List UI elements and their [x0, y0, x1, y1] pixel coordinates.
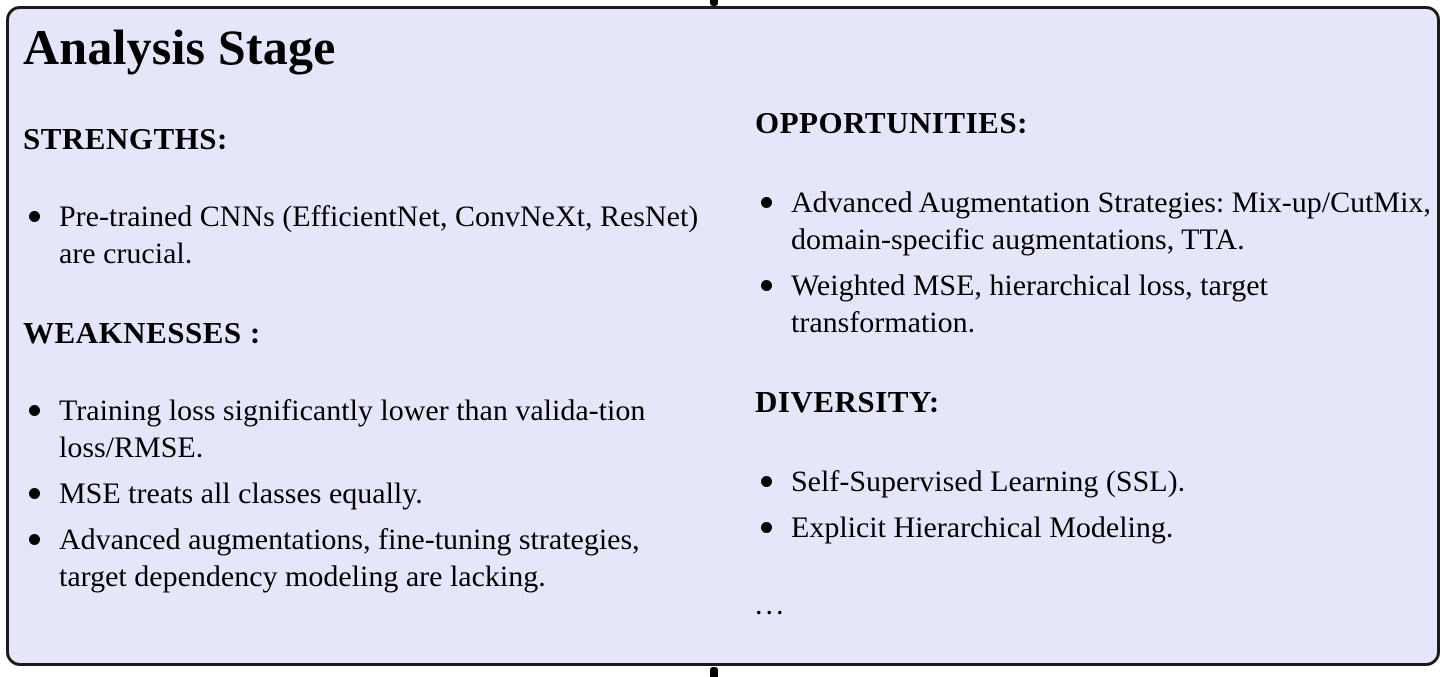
- opportunity-item-text: Advanced Augmentation Strategies: Mix-up/CutMix, domain-specific augmentations, TTA.: [791, 186, 1431, 256]
- diversity-item-text: Self-Supervised Learning (SSL).: [791, 465, 1186, 498]
- weakness-item-text: MSE treats all classes equally.: [59, 477, 423, 510]
- opportunity-item: [755, 267, 1391, 341]
- right-column: [755, 105, 1445, 623]
- opportunity-item-text: Weighted MSE, hierarchical loss, target transformation.: [791, 269, 1268, 339]
- bullet-icon: [761, 476, 772, 487]
- weakness-item: [23, 392, 699, 466]
- diversity-item: [755, 463, 1441, 500]
- bottom-connector-line: [710, 667, 718, 677]
- diversity-list: [755, 463, 1445, 546]
- weakness-item: [23, 521, 699, 595]
- continuation-ellipsis: ...: [755, 588, 787, 621]
- diversity-heading: DIVERSITY:: [755, 384, 940, 419]
- strengths-heading: STRENGTHS:: [23, 121, 228, 156]
- left-column: [23, 121, 713, 595]
- diversity-item: [755, 509, 1441, 546]
- bullet-icon: [761, 197, 772, 208]
- bullet-icon: [761, 280, 772, 291]
- weakness-item-text: Advanced augmentations, fine-tuning strategies, target dependency modeling are lacking.: [59, 523, 640, 593]
- weakness-item-text: Training loss significantly lower than valida-tion loss/RMSE.: [59, 394, 646, 464]
- bullet-icon: [29, 488, 40, 499]
- strength-item: [23, 198, 719, 272]
- weaknesses-heading: WEAKNESSES :: [23, 315, 261, 350]
- opportunity-item: [755, 184, 1441, 258]
- weakness-item: [23, 475, 699, 512]
- bullet-icon: [29, 405, 40, 416]
- stage-title: Analysis Stage: [23, 19, 336, 75]
- bullet-icon: [29, 534, 40, 545]
- bullet-icon: [29, 211, 40, 222]
- opportunities-list: [755, 184, 1445, 341]
- diversity-item-text: Explicit Hierarchical Modeling.: [791, 511, 1174, 544]
- strengths-list: [23, 198, 713, 272]
- strength-item-text: Pre-trained CNNs (EfficientNet, ConvNeXt, ResNet) are crucial.: [59, 200, 699, 270]
- bullet-icon: [761, 522, 772, 533]
- opportunities-heading: OPPORTUNITIES:: [755, 105, 1028, 140]
- analysis-stage-box: [6, 6, 1440, 666]
- weaknesses-list: [23, 392, 713, 595]
